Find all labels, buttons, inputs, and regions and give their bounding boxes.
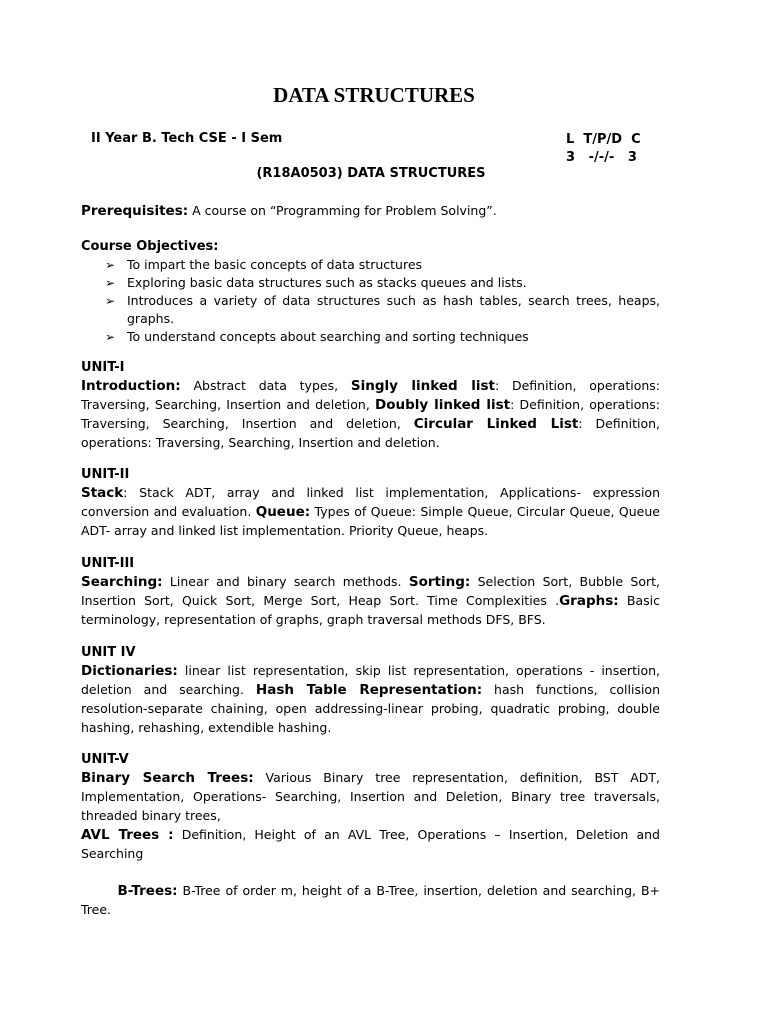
year-semester: II Year B. Tech CSE - I Sem xyxy=(91,131,283,146)
term-text: Types of Queue: Simple Queue, Circular Queue, Queue ADT- array and linked list implementation. Priority Queue, heaps. xyxy=(81,504,660,538)
term-bold: Circular Linked List xyxy=(413,416,579,432)
unit-2 xyxy=(81,466,660,541)
unit-body xyxy=(81,573,660,630)
term-text: : Definition, operations: Traversing, Searching, Insertion and deletion. xyxy=(81,416,660,450)
objective-text: Exploring basic data structures such as stacks queues and lists. xyxy=(127,275,527,290)
term-text: : Definition, operations: Traversing, Searching, Insertion and deletion, xyxy=(81,378,661,412)
unit-body xyxy=(81,377,660,453)
arrow-bullet-icon: ➢ xyxy=(105,276,116,290)
term-text: Selection Sort, Bubble Sort, Insertion Sort, Quick Sort, Merge Sort, Heap Sort. Time Complexities . xyxy=(81,574,660,608)
term-text: Basic terminology, representation of graphs, graph traversal methods DFS, BFS. xyxy=(81,593,660,627)
unit-paragraph xyxy=(81,769,660,826)
term-bold: Doubly linked list xyxy=(375,397,511,413)
objective-text: Introduces a variety of data structures such as hash tables, search trees, heaps, graphs. xyxy=(127,293,660,326)
unit-heading: UNIT-V xyxy=(81,752,129,767)
term-text: B-Tree of order m, height of a B-Tree, insertion, deletion and searching, B+ Tree. xyxy=(81,883,664,917)
term-text: : Definition, operations: Traversing, Searching, Insertion and deletion, xyxy=(81,397,660,431)
objective-text: To understand concepts about searching and sorting techniques xyxy=(127,329,529,344)
objective-text: To impart the basic concepts of data structures xyxy=(127,257,423,272)
prerequisites-text: A course on “Programming for Problem Solving”. xyxy=(188,203,497,218)
term-text: Linear and binary search methods. xyxy=(162,574,409,589)
objective-item xyxy=(105,256,660,274)
term-text: Abstract data types, xyxy=(180,378,351,393)
term-text: Definition, Height of an AVL Tree, Operations – Insertion, Deletion and Searching xyxy=(81,827,660,861)
term-bold: Searching: xyxy=(81,574,163,590)
unit-paragraph xyxy=(81,826,660,864)
term-bold: Sorting: xyxy=(408,574,471,590)
term-bold: Stack xyxy=(81,485,124,501)
term-bold: B-Trees: xyxy=(111,883,178,899)
arrow-bullet-icon: ➢ xyxy=(105,258,116,272)
prerequisites xyxy=(81,202,660,221)
page-title: DATA STRUCTURES xyxy=(273,83,475,107)
term-bold: Introduction: xyxy=(81,378,181,394)
objectives-list xyxy=(105,256,660,346)
term-bold: Dictionaries: xyxy=(81,663,178,679)
term-bold: Binary Search Trees: xyxy=(81,770,254,786)
objective-item xyxy=(105,328,660,346)
term-bold: Graphs: xyxy=(559,593,619,609)
course-code: (R18A0503) DATA STRUCTURES xyxy=(256,166,486,181)
unit-body xyxy=(81,662,660,738)
unit-heading: UNIT-III xyxy=(81,556,135,571)
objective-item xyxy=(105,292,660,328)
unit-paragraph xyxy=(81,864,664,938)
objective-item xyxy=(105,274,660,292)
term-text: : Stack ADT, array and linked list implementation, Applications- expression conversion and evaluation. xyxy=(81,485,660,519)
term-bold: AVL Trees : xyxy=(81,827,174,843)
unit-1 xyxy=(81,359,660,453)
unit-heading: UNIT-I xyxy=(81,360,125,375)
objectives-heading: Course Objectives: xyxy=(81,239,219,254)
term-bold: Hash Table Representation: xyxy=(255,682,483,698)
ltpc-block xyxy=(566,131,641,167)
unit-heading: UNIT IV xyxy=(81,645,136,660)
arrow-bullet-icon: ➢ xyxy=(105,330,116,344)
unit-heading: UNIT-II xyxy=(81,467,130,482)
term-bold: Singly linked list xyxy=(350,378,495,394)
term-text: linear list representation, skip list representation, operations - insertion, deletion and searching. xyxy=(81,663,660,697)
prerequisites-label: Prerequisites: xyxy=(81,203,189,219)
term-bold: Queue: xyxy=(255,504,311,520)
unit-body xyxy=(81,484,660,541)
ltpc-values: 3 -/-/- 3 xyxy=(566,150,637,165)
ltpc-header: L T/P/D C xyxy=(566,132,641,147)
term-text: hash functions, collision resolution-separate chaining, open addressing-linear probing, quadratic probing, double hashing, rehashing, extendible hashing. xyxy=(81,682,661,735)
unit-5 xyxy=(81,751,664,938)
unit-4 xyxy=(81,644,660,738)
arrow-bullet-icon: ➢ xyxy=(105,294,116,308)
unit-3 xyxy=(81,555,660,630)
term-text: Various Binary tree representation, definition, BST ADT, Implementation, Operations- Searching, Insertion and Deletion, Binary tree traversals, threaded binary trees, xyxy=(81,770,660,823)
